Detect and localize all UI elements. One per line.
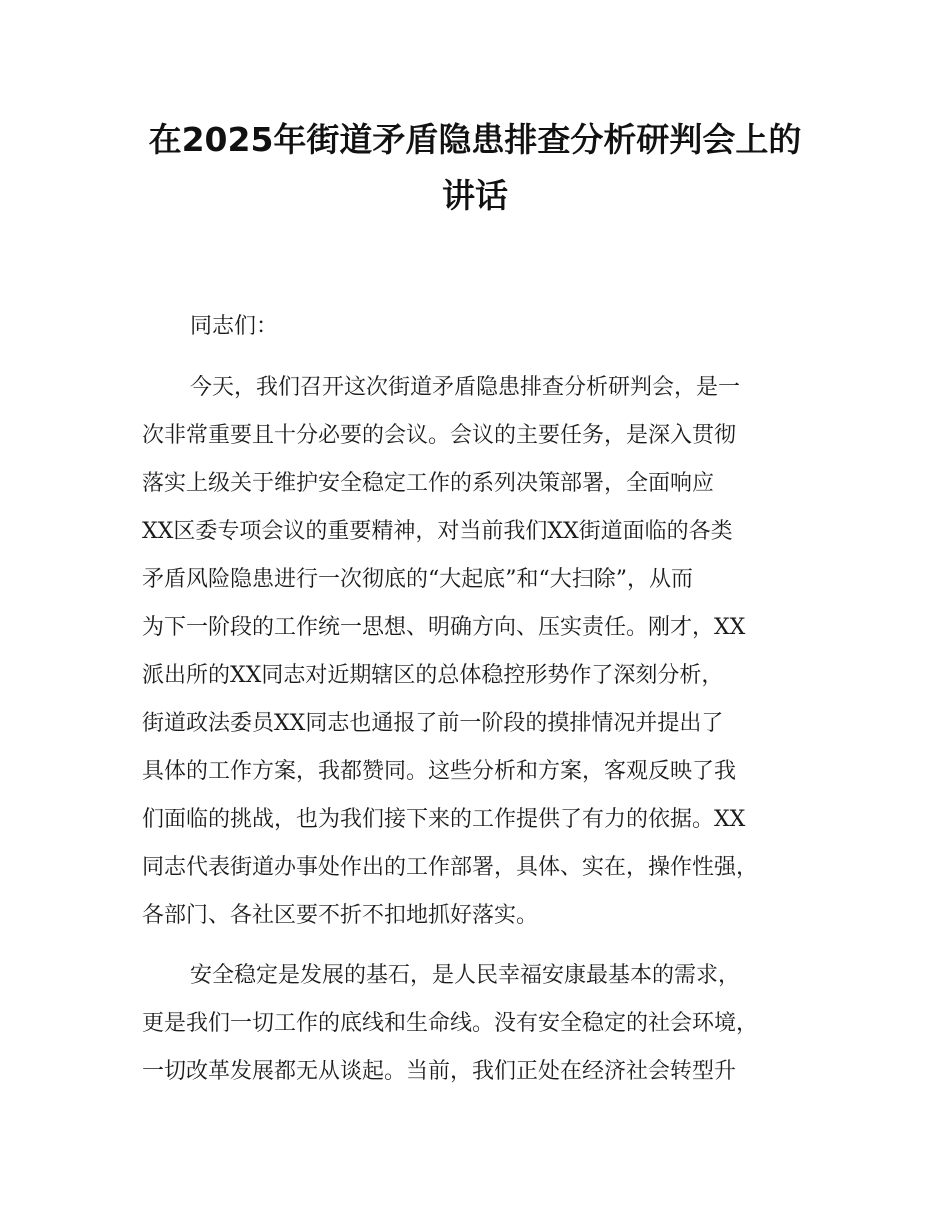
salutation: 同志们： xyxy=(190,314,279,339)
paragraph-1-line: XX区委专项会议的重要精神，对当前我们XX街道面临的各类 xyxy=(142,519,733,544)
paragraph-1-line: 为下一阶段的工作统一思想、明确方向、压实责任。刚才，XX xyxy=(142,615,746,640)
paragraph-1-line: 次非常重要且十分必要的会议。会议的主要任务，是深入贯彻 xyxy=(142,423,737,448)
paragraph-2-line: 更是我们一切工作的底线和生命线。没有安全稳定的社会环境， xyxy=(142,1011,759,1036)
paragraph-1-line: 们面临的挑战，也为我们接下来的工作提供了有力的依据。XX xyxy=(142,807,746,832)
paragraph-2-line: 一切改革发展都无从谈起。当前，我们正处在经济社会转型升 xyxy=(142,1059,737,1084)
document-title xyxy=(120,112,830,224)
paragraph-1-line: 同志代表街道办事处作出的工作部署，具体、实在，操作性强， xyxy=(142,855,759,880)
paragraph-1-line: 具体的工作方案，我都赞同。这些分析和方案，客观反映了我 xyxy=(142,759,737,784)
paragraph-2-line: 安全稳定是发展的基石，是人民幸福安康最基本的需求， xyxy=(190,963,741,988)
paragraph-1-line: 今天，我们召开这次街道矛盾隐患排查分析研判会，是一 xyxy=(190,375,741,400)
title-line-2: 讲话 xyxy=(442,176,508,215)
paragraph-1-line: 落实上级关于维护安全稳定工作的系列决策部署，全面响应 xyxy=(142,471,715,496)
paragraph-1-line: 街道政法委员XX同志也通报了前一阶段的摸排情况并提出了 xyxy=(142,711,724,736)
title-line-1: 在2025年街道矛盾隐患排查分析研判会上的 xyxy=(148,120,802,159)
paragraph-1-line: 各部门、各社区要不折不扣地抓好落实。 xyxy=(142,903,539,928)
paragraph-1-line: 派出所的XX同志对近期辖区的总体稳控形势作了深刻分析， xyxy=(142,663,724,688)
paragraph-1-line: 矛盾风险隐患进行一次彻底的“大起底”和“大扫除”，从而 xyxy=(142,567,693,592)
